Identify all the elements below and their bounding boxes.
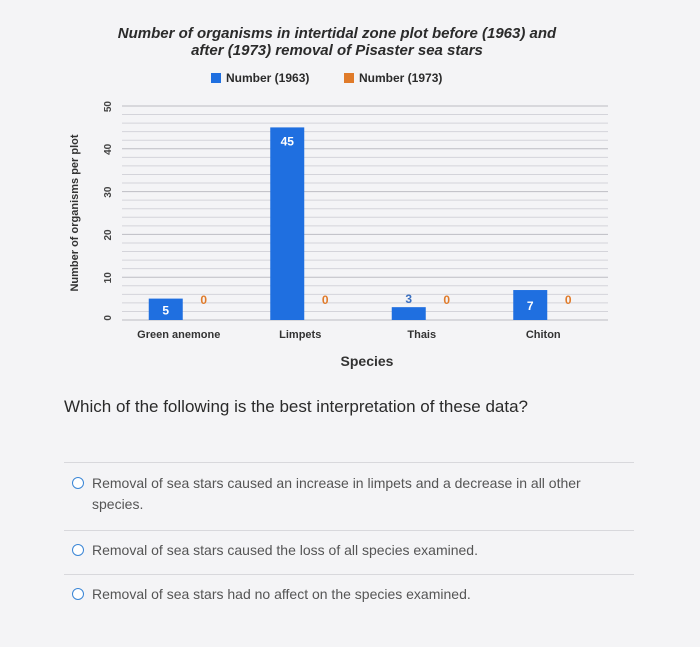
answer-option-label: Removal of sea stars caused an increase in limpets and a decrease in all other species. bbox=[92, 475, 581, 512]
x-axis-title: Species bbox=[340, 353, 394, 369]
legend-swatch bbox=[211, 73, 221, 83]
data-label-1973: 0 bbox=[321, 293, 329, 307]
divider bbox=[64, 462, 634, 463]
legend-label: Number (1973) bbox=[359, 71, 443, 85]
data-label-1963: 7 bbox=[526, 299, 534, 314]
data-label-1963: 3 bbox=[405, 292, 413, 307]
divider bbox=[64, 574, 634, 575]
x-tick-label: Chiton bbox=[525, 329, 561, 341]
x-tick-label: Thais bbox=[407, 329, 437, 341]
chart-title-line: Number of organisms in intertidal zone plot before (1963) and bbox=[117, 25, 557, 42]
radio-icon[interactable] bbox=[72, 477, 84, 489]
y-tick-label: 10 bbox=[103, 272, 114, 284]
radio-icon[interactable] bbox=[72, 588, 84, 600]
data-label-1963: 45 bbox=[280, 134, 294, 149]
data-label-1973: 0 bbox=[564, 293, 572, 307]
legend-label: Number (1963) bbox=[226, 71, 310, 85]
radio-icon[interactable] bbox=[72, 544, 84, 556]
answer-option-2[interactable] bbox=[72, 540, 632, 561]
y-tick-label: 20 bbox=[103, 229, 114, 241]
question-text: Which of the following is the best interpretation of these data? bbox=[64, 397, 528, 416]
bar-1963 bbox=[392, 307, 426, 320]
data-label-1973: 0 bbox=[443, 293, 451, 307]
y-tick-label: 50 bbox=[103, 101, 114, 113]
data-label-1963: 5 bbox=[162, 303, 170, 318]
answer-option-1[interactable] bbox=[72, 473, 632, 515]
y-axis-title: Number of organisms per plot bbox=[69, 134, 81, 292]
answer-option-label: Removal of sea stars had no affect on the species examined. bbox=[92, 586, 471, 602]
y-tick-label: 0 bbox=[103, 315, 114, 321]
bar-1963 bbox=[270, 127, 304, 320]
data-label-1973: 0 bbox=[200, 293, 208, 307]
x-tick-label: Green anemone bbox=[137, 329, 221, 341]
y-tick-label: 40 bbox=[103, 143, 114, 155]
chart-title-line: after (1973) removal of Pisaster sea stars bbox=[191, 42, 483, 59]
answer-option-3[interactable] bbox=[72, 584, 632, 605]
legend-swatch bbox=[344, 73, 354, 83]
x-tick-label: Limpets bbox=[279, 329, 322, 341]
answer-option-label: Removal of sea stars caused the loss of all species examined. bbox=[92, 542, 478, 558]
divider bbox=[64, 530, 634, 531]
y-tick-label: 30 bbox=[103, 186, 114, 198]
